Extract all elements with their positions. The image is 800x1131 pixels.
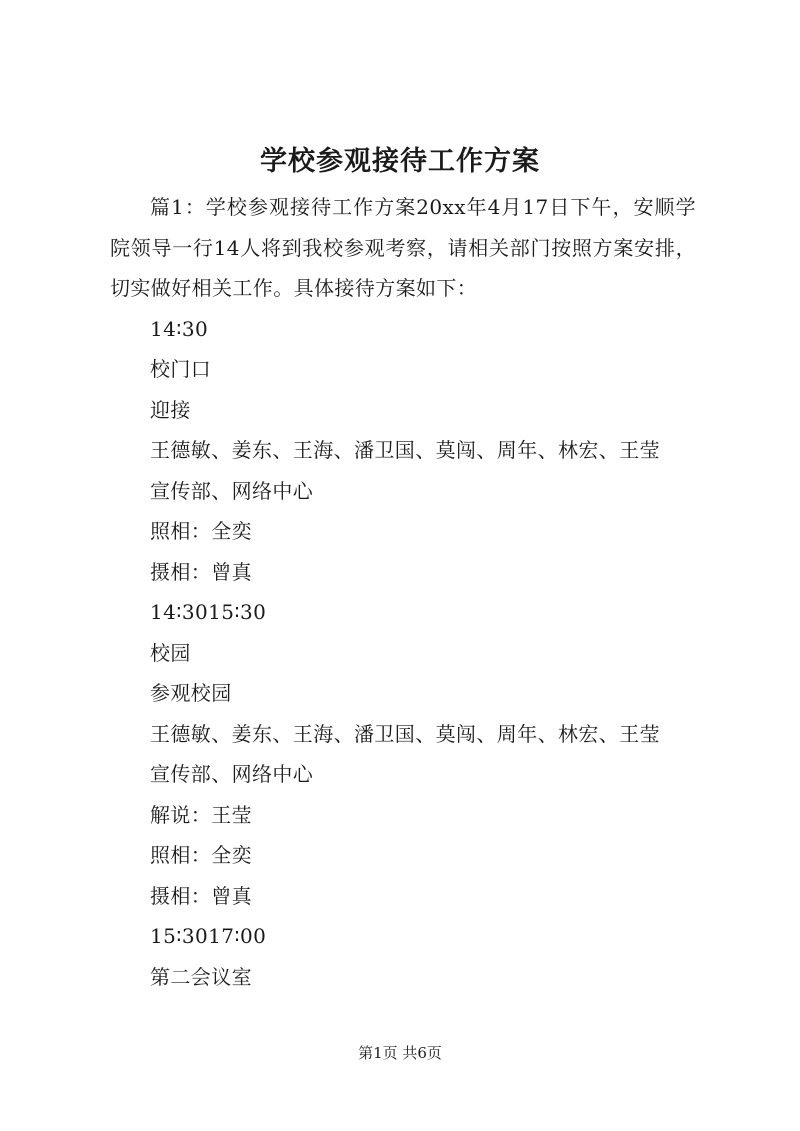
schedule-line: 14∶30 — [150, 316, 209, 341]
schedule-line: 校园 — [150, 640, 191, 665]
page-number-footer: 第1页 共6页 — [358, 1044, 442, 1062]
schedule-line: 王德敏、姜东、王海、潘卫国、莫闯、周年、林宏、王莹 — [150, 721, 660, 746]
document-body — [110, 187, 696, 997]
schedule-line: 校门口 — [150, 357, 212, 381]
schedule-line: 15∶3017∶00 — [150, 924, 267, 948]
schedule-line: 迎接 — [150, 397, 191, 422]
intro-paragraph: 篇1：学校参观接待工作方案20xx年4月17日下午，安顺学院领导一行14人将到我校参观考察，请相关部门按照方案安排，切实做好相关工作。具体接待方案如下： — [110, 195, 696, 300]
schedule-line: 宣传部、网络中心 — [150, 762, 314, 786]
schedule-line: 摄相：曾真 — [150, 559, 252, 584]
schedule-line: 照相：全奕 — [150, 519, 252, 543]
schedule-line: 参观校园 — [150, 681, 232, 705]
schedule-line: 照相：全奕 — [150, 843, 252, 867]
schedule-line: 摄相：曾真 — [150, 883, 252, 908]
schedule-line: 第二会议室 — [150, 964, 252, 989]
schedule-line: 解说：王莹 — [150, 802, 252, 827]
schedule-line: 宣传部、网络中心 — [150, 478, 314, 503]
schedule-line: 14∶3015∶30 — [150, 600, 267, 624]
document-title: 学校参观接待工作方案 — [260, 146, 540, 177]
schedule-line: 王德敏、姜东、王海、潘卫国、莫闯、周年、林宏、王莹 — [150, 438, 660, 462]
